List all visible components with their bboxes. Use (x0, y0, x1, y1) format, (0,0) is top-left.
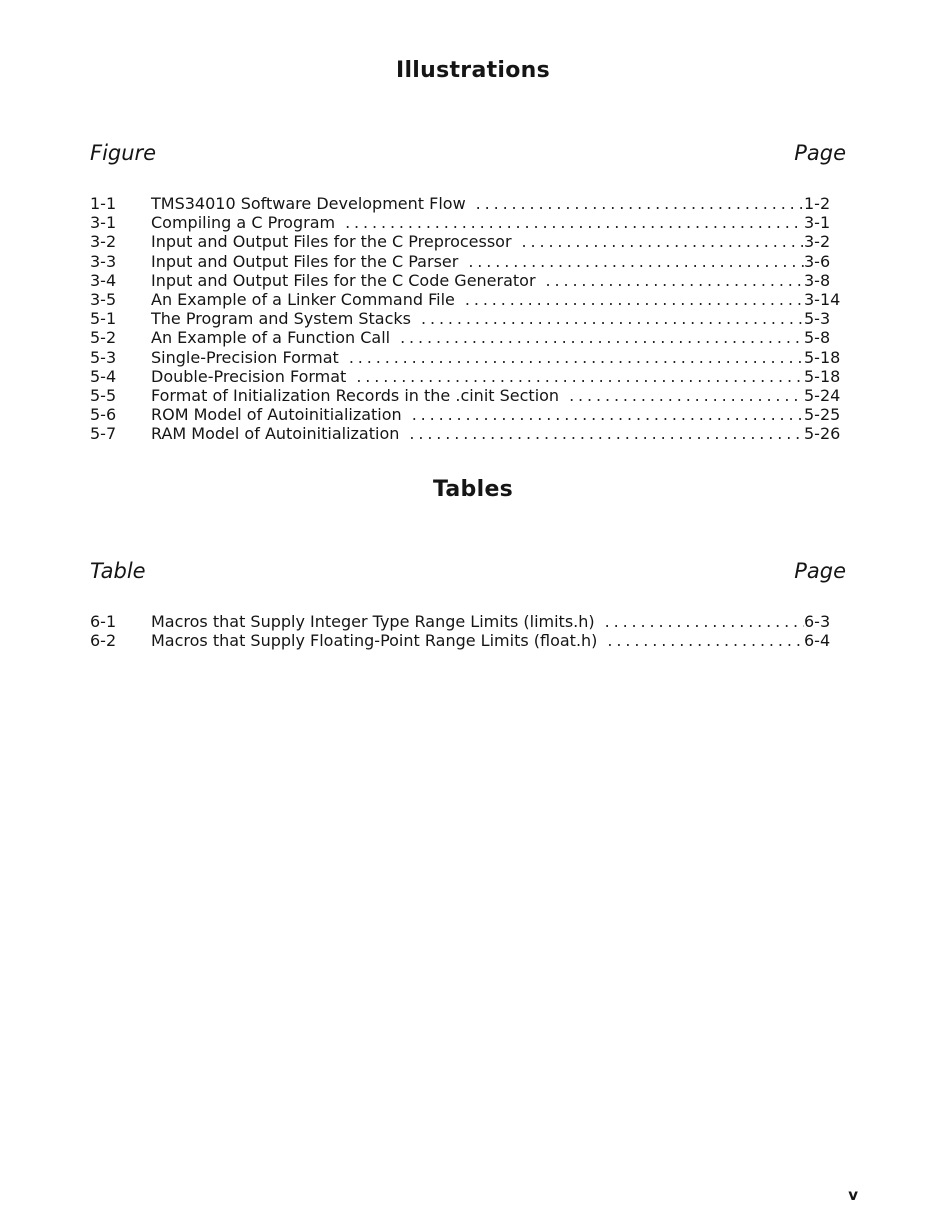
entry-title: Input and Output Files for the C Code Generator (151, 270, 536, 290)
entry-title: The Program and System Stacks (151, 309, 412, 329)
entry-title: Single-Precision Format (151, 347, 339, 367)
entry-page: 5-18 (804, 366, 841, 386)
entry-number: 5-1 (90, 309, 117, 329)
entry-title: Double-Precision Format (151, 366, 347, 386)
dot-leader (468, 252, 804, 271)
entry-title: TMS34010 Software Development Flow (151, 194, 466, 213)
entry-number: 5-2 (90, 328, 117, 348)
entry-page: 6-3 (804, 612, 831, 631)
entry-number: 5-5 (90, 385, 117, 405)
entry-page: 3-1 (804, 213, 831, 233)
figure-entry (90, 252, 848, 271)
dot-leader (409, 424, 804, 443)
dot-leader (412, 405, 804, 424)
entry-number: 5-3 (90, 347, 117, 367)
entry-title: Macros that Supply Floating-Point Range Limits (float.h) (151, 631, 598, 651)
entry-title: ROM Model of Autoinitialization (151, 405, 402, 425)
figure-page-column-heading: Page (794, 141, 846, 165)
dot-leader (607, 631, 804, 650)
entry-number: 1-1 (90, 194, 117, 213)
entry-number: 5-4 (90, 366, 117, 386)
entry-page: 3-6 (804, 251, 831, 271)
figure-entry (90, 232, 848, 251)
dot-leader (465, 290, 804, 309)
figure-entry (90, 328, 848, 347)
table-entry (90, 631, 848, 650)
table-page-column-heading: Page (794, 559, 846, 583)
dot-leader (569, 386, 804, 405)
entry-page: 5-3 (804, 309, 831, 329)
entry-number: 3-3 (90, 251, 117, 271)
entry-title: An Example of a Function Call (151, 328, 391, 348)
figure-column-heading: Figure (90, 141, 157, 165)
figure-entry (90, 367, 848, 386)
entry-page: 3-2 (804, 232, 831, 252)
entry-number: 6-1 (90, 612, 117, 631)
entry-number: 5-6 (90, 405, 117, 425)
tables-list (90, 612, 848, 650)
figure-entry (90, 271, 848, 290)
dot-leader (345, 213, 804, 232)
figure-entry (90, 194, 848, 213)
entry-title: Macros that Supply Integer Type Range Limits (limits.h) (151, 612, 595, 631)
dot-leader (400, 328, 804, 347)
figure-entry (90, 213, 848, 232)
dot-leader (605, 612, 804, 631)
dot-leader (522, 232, 804, 251)
figure-entry (90, 309, 848, 328)
entry-page: 5-25 (804, 405, 841, 425)
entry-title: Compiling a C Program (151, 213, 336, 233)
page-number: v (848, 1186, 858, 1204)
figure-entry (90, 348, 848, 367)
entry-page: 5-24 (804, 385, 841, 405)
dot-leader (356, 367, 804, 386)
dot-leader (546, 271, 804, 290)
entry-page: 5-26 (804, 424, 841, 444)
entry-title: An Example of a Linker Command File (151, 289, 455, 309)
entry-number: 3-4 (90, 270, 117, 290)
figure-entry (90, 424, 848, 443)
table-entry (90, 612, 848, 631)
dot-leader (476, 194, 804, 213)
dot-leader (349, 348, 804, 367)
figure-entry (90, 405, 848, 424)
entry-number: 6-2 (90, 631, 117, 651)
tables-heading: Tables (432, 477, 514, 502)
figure-entry (90, 290, 848, 309)
entry-title: Input and Output Files for the C Preprocessor (151, 232, 512, 252)
illustrations-list (90, 194, 848, 443)
entry-page: 3-14 (804, 289, 841, 309)
entry-page: 3-8 (804, 270, 831, 290)
entry-title: RAM Model of Autoinitialization (151, 424, 400, 444)
table-column-heading: Table (90, 559, 146, 583)
entry-number: 3-2 (90, 232, 117, 252)
figure-entry (90, 386, 848, 405)
entry-number: 5-7 (90, 424, 117, 444)
entry-number: 3-1 (90, 213, 117, 233)
dot-leader (421, 309, 804, 328)
entry-title: Format of Initialization Records in the .cinit Section (151, 385, 560, 405)
entry-number: 3-5 (90, 289, 117, 309)
entry-page: 6-4 (804, 631, 831, 651)
entry-page: 1-2 (804, 194, 831, 213)
illustrations-heading: Illustrations (395, 58, 551, 83)
entry-title: Input and Output Files for the C Parser (151, 251, 459, 271)
entry-page: 5-8 (804, 328, 831, 348)
entry-page: 5-18 (804, 347, 841, 367)
